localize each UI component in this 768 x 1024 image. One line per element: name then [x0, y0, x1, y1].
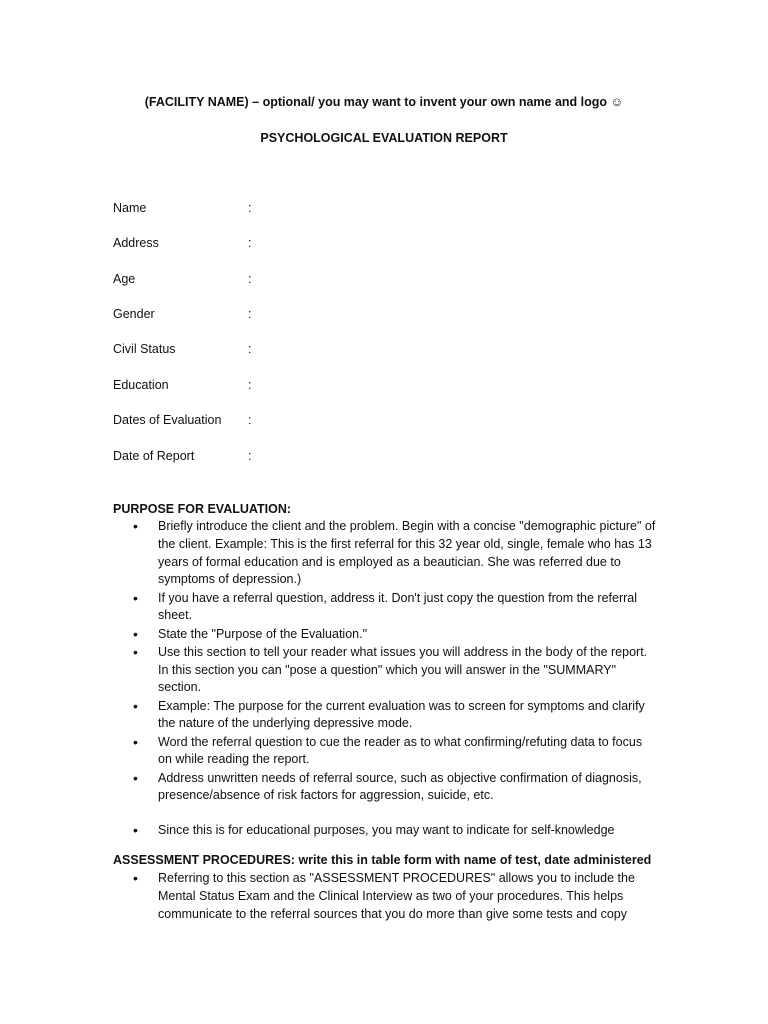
list-item-text: If you have a referral question, address it. Don't just copy the question from the referral sheet.: [158, 590, 638, 623]
list-item-text: Referring to this section as "ASSESSMENT PROCEDURES" allows you to include the Mental Status Exam and the Clinical Interview as two of your procedures. This helps communicate to the referral sources that you do more than give some tests and copy: [158, 871, 635, 921]
field-label: Name: [113, 201, 147, 215]
bullet-icon: •: [133, 822, 138, 839]
bullet-icon: •: [133, 769, 138, 786]
field-civil-status: [113, 342, 313, 360]
field-colon: :: [248, 272, 252, 286]
list-item-text: Word the referral question to cue the reader as to what confirming/refuting data to focus on while reading the report.: [158, 734, 643, 767]
field-label: Address: [113, 236, 159, 250]
field-colon: :: [248, 307, 252, 321]
list-item: [113, 734, 658, 770]
assessment-heading: ASSESSMENT PROCEDURES: write this in table form with name of test, date administered: [113, 853, 652, 867]
field-name: [113, 201, 313, 219]
field-colon: :: [248, 201, 252, 215]
list-item-text: Use this section to tell your reader what issues you will address in the body of the report. In this section you can "pose a question" which you will answer in the "SUMMARY" section.: [158, 644, 648, 695]
list-item: [113, 770, 658, 806]
list-item: [113, 870, 658, 923]
list-item: [113, 644, 658, 697]
field-gender: [113, 307, 313, 325]
field-address: [113, 236, 313, 254]
list-item: [113, 518, 658, 589]
assessment-bullet-list: [113, 870, 658, 924]
list-item: [113, 698, 658, 734]
field-label: Date of Report: [113, 449, 195, 463]
bullet-icon: •: [133, 870, 138, 886]
list-item-text: Since this is for educational purposes, you may want to indicate for self-knowledge: [158, 823, 615, 838]
bullet-icon: •: [133, 733, 138, 750]
report-title: PSYCHOLOGICAL EVALUATION REPORT: [260, 131, 508, 145]
field-colon: :: [248, 413, 252, 427]
field-dates-of-evaluation: [113, 413, 313, 431]
list-item: [113, 590, 658, 626]
list-item-text: Briefly introduce the client and the problem. Begin with a concise "demographic picture" of the client. Example: This is the first referral for this 32 year old, single, female who has 13 years of formal education and is employed as a beautician. She was referred due to symptoms of depression.): [158, 519, 656, 587]
bullet-icon: •: [133, 643, 138, 660]
list-item-text: Example: The purpose for the current evaluation was to screen for symptoms and clarify the nature of the underlying depressive mode.: [158, 698, 645, 731]
bullet-icon: •: [133, 518, 138, 534]
field-education: [113, 378, 313, 396]
bullet-icon: •: [133, 589, 138, 606]
field-label: Dates of Evaluation: [113, 413, 222, 427]
field-colon: :: [248, 342, 252, 356]
bullet-icon: •: [133, 697, 138, 714]
field-colon: :: [248, 378, 252, 392]
field-colon: :: [248, 449, 252, 463]
field-label: Education: [113, 378, 169, 392]
field-colon: :: [248, 236, 252, 250]
bullet-icon: •: [133, 625, 138, 642]
purpose-bullet-list: [113, 518, 658, 840]
list-item-text: Address unwritten needs of referral source, such as objective confirmation of diagnosis, presence/absence of risk factors for aggression, suicide, etc.: [158, 770, 642, 803]
purpose-heading: PURPOSE FOR EVALUATION:: [113, 502, 292, 516]
list-item: [113, 822, 658, 840]
field-label: Age: [113, 272, 136, 286]
field-label: Civil Status: [113, 342, 176, 356]
field-age: [113, 272, 313, 290]
field-date-of-report: [113, 449, 313, 467]
field-label: Gender: [113, 307, 155, 321]
list-item: [113, 626, 658, 644]
facility-name-line: (FACILITY NAME) – optional/ you may want to invent your own name and logo ☺: [144, 95, 624, 109]
list-item-text: State the "Purpose of the Evaluation.": [158, 626, 368, 641]
